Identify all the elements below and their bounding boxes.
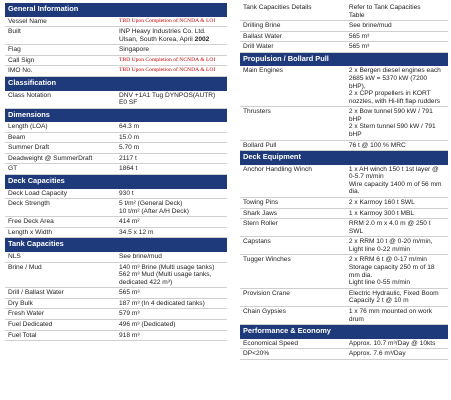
spec-value xyxy=(116,164,227,175)
section-title: General Information xyxy=(5,3,227,16)
spec-label: Summer Draft xyxy=(5,143,116,154)
spec-value-line: See brine/mud xyxy=(119,252,162,260)
spec-label: NLS xyxy=(5,251,116,262)
spec-label: Deck Strength xyxy=(5,199,116,217)
section-title: Deck Equipment xyxy=(240,151,448,165)
spec-value-line: 64.3 m xyxy=(119,123,140,131)
spec-value-line: DNV +1A1 Tug DYNPOS(AUTR) xyxy=(119,91,216,99)
spec-value xyxy=(346,349,448,360)
section-header-performance xyxy=(240,325,448,339)
spec-label: Call Sign xyxy=(5,55,116,66)
spec-value-line: Light line 0-55 m/min xyxy=(348,279,411,287)
spec-row xyxy=(5,132,227,143)
section-title: Tank Capacities xyxy=(5,238,227,252)
section-header-deck xyxy=(5,175,227,189)
spec-label: Tank Capacities Details xyxy=(240,3,346,21)
spec-value-line: TBD Upon Completion of NCNDA & LOI xyxy=(119,17,216,24)
spec-value-line: Electric Hydraulic, Fixed Boom xyxy=(348,289,439,297)
spec-label: Provision Crane xyxy=(240,288,346,306)
spec-label: Drill Water xyxy=(240,42,346,53)
section-header-dimensions xyxy=(5,108,227,122)
spec-value xyxy=(346,107,448,140)
spec-row xyxy=(240,349,448,360)
spec-value xyxy=(346,3,448,21)
spec-value xyxy=(116,66,227,77)
spec-label: Ballast Water xyxy=(240,31,346,42)
spec-row xyxy=(5,309,227,320)
spec-label: Flag xyxy=(5,45,116,56)
spec-value xyxy=(346,66,448,107)
spec-value-line: Singapore xyxy=(119,46,150,54)
section-title: Deck Capacities xyxy=(5,175,227,189)
section-title: Performance & Economy xyxy=(240,325,448,339)
spec-value-line: 76 t @ 100 % MRC xyxy=(348,141,406,149)
spec-label: Length x Width xyxy=(5,227,116,238)
spec-value-line: 918 m³ xyxy=(119,331,140,339)
spec-row xyxy=(240,219,448,237)
spec-value xyxy=(116,309,227,320)
spec-label: Fresh Water xyxy=(5,309,116,320)
spec-value xyxy=(116,330,227,341)
spec-label: Stern Roller xyxy=(240,219,346,237)
spec-row xyxy=(240,107,448,140)
spec-label: Capstans xyxy=(240,237,346,255)
spec-row xyxy=(5,164,227,175)
spec-label: GT xyxy=(5,164,116,175)
spec-value-line: 562 m³ Mud (Multi usage tanks, dedicated 422 m³) xyxy=(119,271,212,286)
left-spec-table xyxy=(5,3,227,341)
spec-row xyxy=(5,143,227,154)
spec-value-line: Storage capacity 250 m of 18 mm dia. xyxy=(348,264,435,279)
spec-row xyxy=(5,122,227,133)
spec-label: Bollard Pull xyxy=(240,140,346,151)
spec-value-line: Ulsan, South Korea, April xyxy=(119,35,193,43)
spec-value-line: 1 x AH winch 150 t 1st layer @ 0-5.7 m/min xyxy=(348,165,439,181)
spec-value xyxy=(346,164,448,197)
spec-value-line: 2 x Stern tunnel 590 kW / 791 bHP xyxy=(348,123,436,139)
spec-value xyxy=(116,45,227,56)
section-header-propulsion xyxy=(240,52,448,66)
spec-label: Thrusters xyxy=(240,107,346,140)
spec-row xyxy=(5,298,227,309)
spec-value-line: 34.5 x 12 m xyxy=(119,228,154,236)
spec-value xyxy=(346,42,448,53)
section-title: Classification xyxy=(5,76,227,90)
spec-row xyxy=(240,208,448,219)
spec-value xyxy=(116,55,227,66)
spec-row xyxy=(240,66,448,107)
spec-value xyxy=(346,306,448,324)
spec-value xyxy=(116,227,227,238)
spec-value xyxy=(346,237,448,255)
section-header-classification xyxy=(5,76,227,90)
spec-value-line: 2002 xyxy=(194,35,210,43)
spec-label: Beam xyxy=(5,132,116,143)
spec-value xyxy=(116,217,227,228)
spec-value-line: 187 m³ (In 4 dedicated tanks) xyxy=(119,299,205,307)
spec-row xyxy=(240,140,448,151)
spec-value xyxy=(346,140,448,151)
spec-row xyxy=(5,188,227,199)
section-header-general xyxy=(5,3,227,16)
spec-row xyxy=(5,66,227,77)
spec-value-line: 565 m³ xyxy=(119,289,140,297)
spec-row xyxy=(5,251,227,262)
spec-value-line: 1864 t xyxy=(119,165,138,173)
spec-value-line: 565 m³ xyxy=(348,43,370,51)
spec-label: Class Notation xyxy=(5,90,116,108)
spec-value xyxy=(346,255,448,288)
spec-label: Free Deck Area xyxy=(5,217,116,228)
spec-value-line: 565 m³ xyxy=(348,32,370,40)
spec-value xyxy=(346,338,448,349)
section-title: Dimensions xyxy=(5,108,227,122)
spec-value-line: 2 x Bergen diesel engines each 2685 kW = 5370 kW (7200 bHP), xyxy=(348,67,441,90)
spec-row xyxy=(5,320,227,331)
section-header-tank xyxy=(5,238,227,252)
spec-row xyxy=(240,164,448,197)
spec-value xyxy=(116,153,227,164)
spec-value xyxy=(116,132,227,143)
spec-value-line: 5 t/m² (General Deck) xyxy=(119,200,183,208)
spec-value xyxy=(116,188,227,199)
spec-value-line: 1 x 76 mm mounted on work drum xyxy=(348,307,433,323)
spec-value-line: 930 t xyxy=(119,189,134,197)
spec-value xyxy=(346,31,448,42)
spec-value xyxy=(116,262,227,288)
spec-row xyxy=(5,199,227,217)
spec-value xyxy=(346,21,448,32)
left-column xyxy=(5,3,227,341)
spec-label: Length (LOA) xyxy=(5,122,116,133)
spec-value-line: TBD Upon Completion of NCNDA & LOI xyxy=(119,56,216,63)
spec-value-line: Capacity 2 t @ 10 m xyxy=(348,297,409,305)
spec-row xyxy=(5,153,227,164)
spec-label: Drilling Brine xyxy=(240,21,346,32)
spec-value xyxy=(116,320,227,331)
spec-label: Chain Gypsies xyxy=(240,306,346,324)
right-spec-table xyxy=(240,3,448,360)
spec-value-line: 414 m² xyxy=(119,218,140,226)
spec-label: Vessel Name xyxy=(5,16,116,27)
spec-row xyxy=(240,31,448,42)
spec-value xyxy=(116,122,227,133)
spec-label: Towing Pins xyxy=(240,198,346,209)
spec-row xyxy=(5,90,227,108)
spec-row xyxy=(5,16,227,27)
spec-value xyxy=(346,198,448,209)
spec-value-line: 1 x Karmoy 300 t MBL xyxy=(348,209,415,217)
spec-value-line: 15.0 m xyxy=(119,133,140,141)
spec-value-line: 496 m³ (Dedicated) xyxy=(119,321,176,329)
spec-label: Main Engines xyxy=(240,66,346,107)
spec-label: Shark Jaws xyxy=(240,208,346,219)
spec-row xyxy=(240,306,448,324)
spec-value-line: 2117 t xyxy=(119,154,137,162)
spec-row xyxy=(240,255,448,288)
spec-row xyxy=(240,237,448,255)
spec-value-line: 140 m³ Brine (Multi usage tanks) xyxy=(119,263,215,271)
right-column xyxy=(240,3,448,360)
spec-row xyxy=(240,42,448,53)
spec-value-line: 10 t/m² (After A/H Deck) xyxy=(119,207,189,215)
spec-value-line: Refer to Tank Capacities xyxy=(348,4,421,11)
spec-label: DP<20% xyxy=(240,349,346,360)
spec-value-line: Wire capacity 1400 m of 56 mm dia. xyxy=(348,180,442,196)
spec-value-line: 2 x RRM 10 t @ 0-20 m/min, xyxy=(348,238,433,246)
spec-value-line: See brine/mud xyxy=(348,22,392,30)
spec-label: Drill / Ballast Water xyxy=(5,288,116,299)
spec-label: Fuel Total xyxy=(5,330,116,341)
spec-value xyxy=(346,219,448,237)
spec-value xyxy=(116,199,227,217)
spec-value xyxy=(116,298,227,309)
spec-value xyxy=(116,16,227,27)
spec-value-line: E0 SF xyxy=(119,99,138,107)
spec-label: IMO No. xyxy=(5,66,116,77)
spec-value-line: 579 m³ xyxy=(119,310,140,318)
spec-row xyxy=(5,262,227,288)
spec-value-line: Approx. 7.6 m³/Day xyxy=(348,350,406,358)
spec-row xyxy=(240,198,448,209)
spec-value xyxy=(116,27,227,45)
spec-value xyxy=(116,90,227,108)
spec-row xyxy=(240,288,448,306)
spec-value-line: 2 x RRM 6 t @ 0-17 m/min xyxy=(348,256,427,264)
section-header-deck_equipment xyxy=(240,151,448,165)
spec-label: Built xyxy=(5,27,116,45)
spec-value-line: Approx. 10.7 m³/Day @ 10kts xyxy=(348,339,436,347)
spec-value-line: 5.70 m xyxy=(119,144,140,152)
spec-value-line: 2 x Bow tunnel 590 kW / 791 bHP xyxy=(348,108,433,123)
spec-value xyxy=(116,251,227,262)
spec-row xyxy=(5,45,227,56)
spec-value-line: Table xyxy=(348,11,365,19)
spec-row xyxy=(240,338,448,349)
spec-row xyxy=(5,330,227,341)
spec-value-line: Light line 0-22 m/min xyxy=(348,245,411,253)
spec-value-line: 2 x CPP propellers in KORT nozzles, with Hi-lift flap rudders xyxy=(348,90,441,105)
spec-value xyxy=(116,143,227,154)
spec-label: Anchor Handling Winch xyxy=(240,164,346,197)
spec-label: Deck Load Capacity xyxy=(5,188,116,199)
spec-value-line: TBD Upon Completion of NCNDA & LOI xyxy=(119,67,216,74)
spec-label: Economical Speed xyxy=(240,338,346,349)
spec-row xyxy=(5,227,227,238)
spec-row xyxy=(240,3,448,21)
section-title: Propulsion / Bollard Pull xyxy=(240,52,448,66)
spec-label: Brine / Mud xyxy=(5,262,116,288)
spec-row xyxy=(5,27,227,45)
spec-row xyxy=(5,55,227,66)
spec-label: Deadweight @ SummerDraft xyxy=(5,153,116,164)
spec-value-line: INP Heavy Industries Co. Ltd. xyxy=(119,28,206,36)
spec-label: Dry Bulk xyxy=(5,298,116,309)
spec-row xyxy=(5,288,227,299)
spec-value xyxy=(346,208,448,219)
spec-value-line: RRM 2.0 m x 4.0 m @ 250 t SWL xyxy=(348,220,431,235)
spec-value xyxy=(116,288,227,299)
spec-value xyxy=(346,288,448,306)
spec-label: Fuel Dedicated xyxy=(5,320,116,331)
spec-row xyxy=(240,21,448,32)
spec-value-line: 2 x Karmoy 160 t SWL xyxy=(348,199,415,207)
spec-label: Tugger Winches xyxy=(240,255,346,288)
spec-row xyxy=(5,217,227,228)
